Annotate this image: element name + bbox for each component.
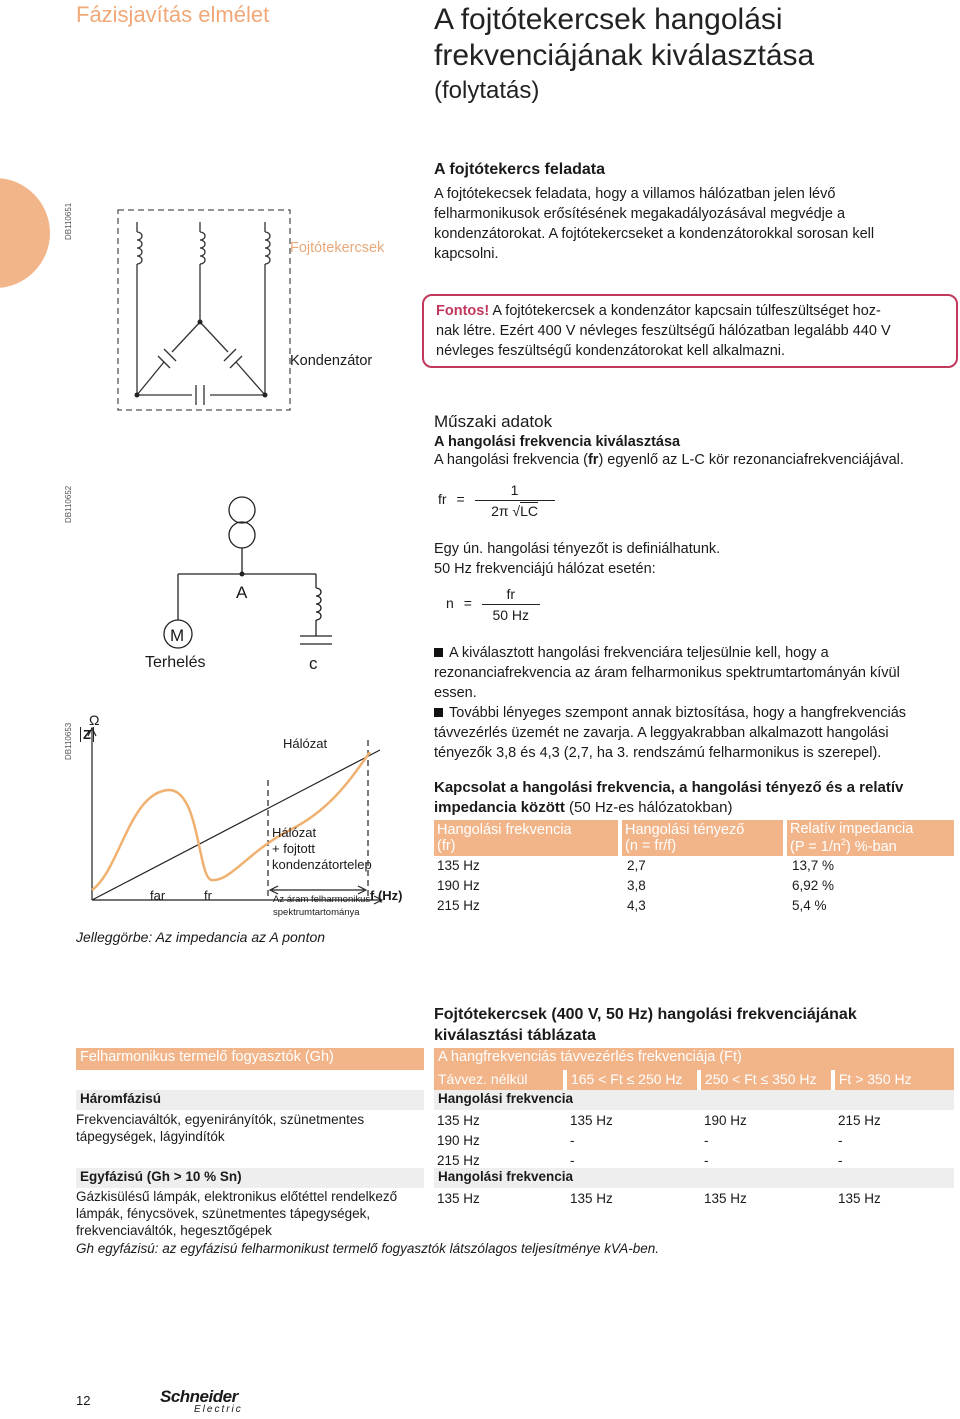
- bullet-1: [434, 643, 954, 663]
- sel-cell: -: [704, 1132, 709, 1148]
- sel-cell: 135 Hz: [570, 1190, 613, 1206]
- selection-subcol: Ft > 350 Hz: [835, 1070, 954, 1090]
- bullet-2-line-3: tényezők 3,8 és 4,3 (2,7, ha 3. rendszámú felharmonikus is szerepel).: [434, 745, 882, 761]
- logo-brand: Schneider: [160, 1387, 238, 1406]
- title-line-2: frekvenciájának kiválasztása: [434, 39, 815, 72]
- relation-col-3-sub: [790, 837, 951, 855]
- selection-right-header: A hangfrekvenciás távvezérlés frekvenciája (Ft): [434, 1048, 954, 1070]
- relation-col-1-title: Hangolási frekvencia: [437, 821, 572, 838]
- coil-1: [137, 222, 142, 395]
- formula2-fraction: [482, 584, 540, 625]
- relation-col-3-sub-a: (P = 1/n: [790, 838, 841, 855]
- relation-cell: 215 Hz: [437, 898, 480, 914]
- warning-line-1: [436, 301, 944, 321]
- relation-cell: 3,8: [627, 878, 646, 894]
- three-phase-row: [434, 1110, 954, 1130]
- task-heading: A fojtótekercs feladata: [434, 161, 606, 178]
- selection-subheader-row: [434, 1070, 954, 1090]
- point-a-label: A: [236, 583, 248, 602]
- relation-cell: 190 Hz: [437, 878, 480, 894]
- selection-heading: [434, 1004, 954, 1046]
- task-line-4: kapcsolni.: [434, 246, 499, 262]
- selection-left-header: Felharmonikus termelő fogyasztók (Gh): [76, 1048, 424, 1070]
- relation-col-2-header: [620, 820, 785, 856]
- three-phase-hangolasi: Hangolási frekvencia: [434, 1090, 954, 1110]
- formula2-denominator: 50 Hz: [492, 607, 530, 623]
- warning-line-3: névleges feszültségű kondenzátorokat kell alkalmazni.: [436, 343, 786, 359]
- sel-cell: 135 Hz: [838, 1190, 881, 1206]
- section-label: Fázisjavítás elmélet: [76, 2, 270, 27]
- formula1-denominator: 2π √LC: [491, 503, 538, 519]
- relation-heading: [434, 778, 954, 818]
- tech-section: [434, 412, 954, 470]
- task-line-3: kondenzátorokat. A fojtótekercseket a kondenzátorokkal sorosan kell: [434, 226, 875, 242]
- reactor-capacitor-diagram: [100, 200, 300, 420]
- network-filter-line-1: Hálózat: [272, 825, 317, 840]
- sel-cell: -: [570, 1132, 575, 1148]
- page-title: [434, 2, 814, 74]
- relation-row: [434, 876, 954, 896]
- sel-cell: 190 Hz: [437, 1132, 480, 1148]
- relation-header-row: [434, 820, 954, 856]
- page-subtitle: (folytatás): [434, 77, 540, 104]
- tech-desc-pre: A hangolási frekvencia (: [434, 452, 588, 468]
- three-phase-desc: [76, 1111, 416, 1145]
- tech-desc: [434, 450, 954, 470]
- single-phase-label: Egyfázisú (Gh > 10 % Sn): [76, 1168, 424, 1188]
- figure-code-2: DB110652: [64, 485, 73, 523]
- spectrum-label: [273, 893, 370, 919]
- formula2-numerator: fr: [482, 584, 540, 605]
- sel-cell: -: [838, 1152, 843, 1168]
- single-phase-table: [434, 1188, 954, 1208]
- load-label: Terhelés: [145, 654, 206, 671]
- formula1-eq: =: [456, 491, 465, 508]
- bullet-1-line-1: A kiválasztott hangolási frekvenciára teljesülnie kell, hogy a: [449, 645, 829, 661]
- network-filter-label: [272, 825, 372, 873]
- bullet-2-line-1: További lényeges szempont annak biztosítása, hogy a hangfrekvenciás: [449, 705, 907, 721]
- single-phase-desc-2: lámpák, fénycsövek, szünetmentes tápegységek,: [76, 1206, 371, 1221]
- formula1-lhs: fr: [438, 491, 447, 508]
- capacitor-c-label: c: [309, 654, 318, 673]
- network-label: Hálózat: [283, 736, 328, 751]
- selection-heading-line-2: kiválasztási táblázata: [434, 1027, 596, 1044]
- omega-symbol: Ω: [89, 712, 100, 728]
- relation-cell: 4,3: [627, 898, 646, 914]
- sel-cell: -: [838, 1132, 843, 1148]
- far-label: far: [150, 888, 166, 903]
- sel-cell: 215 Hz: [838, 1112, 881, 1128]
- resonance-formula: [438, 480, 555, 521]
- relation-col-1-sub: (fr): [437, 837, 456, 854]
- relation-heading-bold: impedancia között: [434, 799, 565, 816]
- three-phase-table: [434, 1110, 954, 1170]
- logo-brand-sub: Electric: [194, 1404, 243, 1415]
- relation-heading-line-1: Kapcsolat a hangolási frekvencia, a hangolási tényező és a relatív: [434, 779, 904, 796]
- formula2-eq: =: [463, 595, 472, 612]
- fr-label: fr: [204, 888, 212, 903]
- bullet-2: [434, 703, 954, 723]
- definition-1: Egy ún. hangolási tényezőt is definiálhatunk.: [434, 541, 721, 557]
- bullet-1-line-2: rezonanciafrekvencia az áram felharmonikus spektrumtartományán kívül: [434, 665, 900, 681]
- spectrum-line-2: spektrumtartománya: [273, 907, 360, 918]
- single-phase-hangolasi: Hangolási frekvencia: [434, 1168, 954, 1188]
- selection-subcol: 250 < Ft ≤ 350 Hz: [701, 1070, 831, 1090]
- network-filter-line-2: + fojtott: [272, 841, 315, 856]
- formula1-fraction: [475, 480, 555, 521]
- three-phase-row: [434, 1150, 954, 1170]
- relation-col-2-sub: (n = fr/f): [625, 837, 677, 854]
- figure-code-1: DB110651: [64, 202, 73, 240]
- schneider-logo: [160, 1388, 243, 1415]
- task-line-2: felharmonikusok erősítésének megakadályozásával megvédje a: [434, 206, 846, 222]
- formula1-numerator: 1: [475, 480, 555, 501]
- relation-cell: 6,92 %: [792, 878, 835, 894]
- tech-heading: Műszaki adatok: [434, 412, 553, 431]
- motor-label: M: [170, 626, 185, 645]
- title-line-1: A fojtótekercsek hangolási: [434, 3, 783, 36]
- impedance-chart: [80, 720, 420, 920]
- selection-heading-line-1: Fojtótekercsek (400 V, 50 Hz) hangolási frekvenciájának: [434, 1006, 857, 1023]
- relation-table: [434, 820, 954, 916]
- relation-row: [434, 856, 954, 876]
- task-line-1: A fojtótekecsek feladata, hogy a villamos hálózatban jelen lévő: [434, 186, 836, 202]
- sel-cell: -: [570, 1152, 575, 1168]
- task-section: [434, 160, 954, 264]
- three-phase-desc-2: tápegységek, lágyindítók: [76, 1129, 225, 1144]
- relation-col-2-title: Hangolási tényező: [625, 821, 745, 838]
- selection-footnote: Gh egyfázisú: az egyfázisú felharmonikust termelő fogyasztók látszólagos teljesítménye kVA-ben.: [76, 1241, 660, 1256]
- relation-heading-rest: (50 Hz-es hálózatokban): [564, 799, 733, 816]
- sel-cell: 135 Hz: [437, 1190, 480, 1206]
- relation-col-3-sub-c: ) %-ban: [845, 838, 897, 855]
- figure-code-3: DB110653: [64, 722, 73, 760]
- selection-subcol: Távvez. nélkül: [434, 1070, 563, 1090]
- sel-cell: 190 Hz: [704, 1112, 747, 1128]
- network-schematic: [130, 480, 350, 670]
- formula2-lhs: n: [446, 595, 454, 612]
- relation-cell: 5,4 %: [792, 898, 827, 914]
- tech-desc-bold: fr: [587, 452, 599, 468]
- sel-cell: 135 Hz: [570, 1112, 613, 1128]
- sel-cell: 135 Hz: [704, 1190, 747, 1206]
- single-phase-row: [434, 1188, 954, 1208]
- z-label: Z: [80, 727, 94, 742]
- frequency-axis-label: f (Hz): [370, 888, 403, 903]
- relation-col-3-header: [785, 820, 954, 856]
- spectrum-line-1: Az áram felharmonikus: [273, 894, 371, 905]
- single-phase-desc-1: Gázkisülésű lámpák, elektronikus előtéttel rendelkező: [76, 1189, 398, 1204]
- bullet-2-line-2: távvezérlés üzemét ne zavarja. A leggyakrabban alkalmazott hangolási: [434, 725, 889, 741]
- network-filter-line-3: kondenzátortelep: [272, 857, 372, 872]
- warning-text-1: A fojtótekercsek a kondenzátor kapcsain túlfeszültséget hoz-: [489, 303, 881, 319]
- bullet-1-line-3: essen.: [434, 685, 477, 701]
- relation-col-3-title: Relatív impedancia: [790, 821, 914, 837]
- relation-cell: 2,7: [627, 858, 646, 874]
- bullet-list: [434, 643, 954, 763]
- page-number: 12: [76, 1393, 91, 1408]
- reactors-label: Fojtótekercsek: [290, 240, 385, 256]
- sel-cell: -: [704, 1152, 709, 1168]
- relation-col-1-header: [434, 820, 620, 856]
- decorative-circle: [0, 178, 50, 288]
- formula1-den-pre: 2π: [491, 503, 509, 519]
- tuning-factor-formula: [446, 584, 540, 625]
- warning-label: Fontos!: [436, 303, 490, 319]
- relation-col-3-sup: 2: [840, 837, 846, 847]
- single-phase-desc: [76, 1188, 421, 1239]
- tech-desc-post: ) egyenlő az L-C kör rezonanciafrekvenciájával.: [598, 452, 904, 468]
- formula1-den-rad: LC: [520, 503, 538, 519]
- single-phase-desc-3: frekvenciaváltók, hegesztőgépek: [76, 1223, 272, 1238]
- definition-2: 50 Hz frekvenciájú hálózat esetén:: [434, 561, 656, 577]
- sel-cell: 215 Hz: [437, 1152, 480, 1168]
- relation-cell: 13,7 %: [792, 858, 835, 874]
- relation-cell: 135 Hz: [437, 858, 480, 874]
- warning-line-2: nak létre. Ezért 400 V névleges feszültségű hálózatban legalább 440 V: [436, 323, 891, 339]
- selection-subcol: 165 < Ft ≤ 250 Hz: [567, 1070, 697, 1090]
- three-phase-desc-1: Frekvenciaváltók, egyenirányítók, szünetmentes: [76, 1112, 365, 1127]
- three-phase-row: [434, 1130, 954, 1150]
- tech-subheading: A hangolási frekvencia kiválasztása: [434, 434, 681, 450]
- capacitor-label: Kondenzátor: [290, 353, 373, 369]
- warning-box: [422, 294, 958, 368]
- sel-cell: 135 Hz: [437, 1112, 480, 1128]
- three-phase-label: Háromfázisú: [76, 1090, 424, 1110]
- chart-caption: Jelleggörbe: Az impedancia az A ponton: [76, 929, 326, 945]
- relation-row: [434, 896, 954, 916]
